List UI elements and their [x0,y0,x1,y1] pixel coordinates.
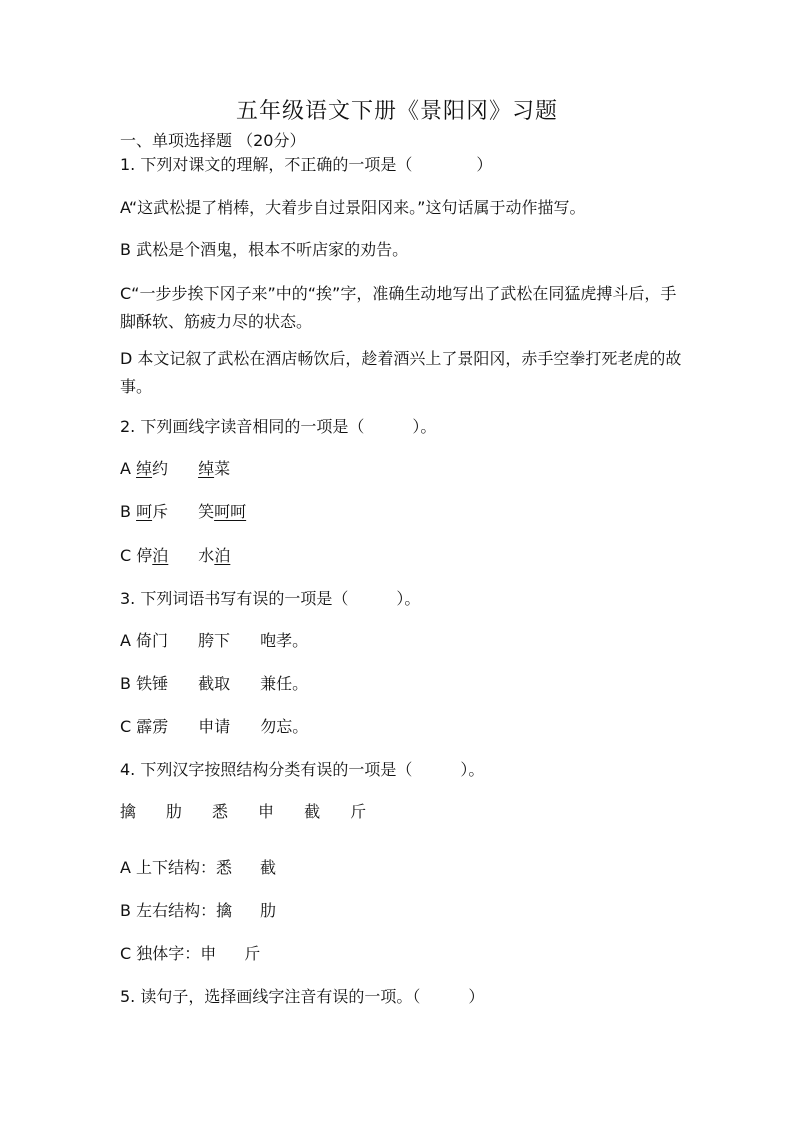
word-1-prefix: 停 [136,546,153,565]
question-1-option-a: A“这武松提了梢棒，大着步自过景阳冈来。”这句话属于动作描写。 [120,198,586,217]
word-1-underlined: 呵 [136,502,153,521]
word-2-underlined: 呵呵 [214,502,247,521]
question-3-option-a [120,628,308,654]
option-text: C 独体字：申 [120,944,217,963]
section-heading: 一、单项选择题 （20分） [120,131,306,150]
word: 胯下 [198,631,231,650]
word-2-underlined: 绰 [198,459,215,478]
character: 擒 [120,802,137,821]
question-2-option-a [120,456,230,482]
word-2-prefix: 水 [198,546,215,565]
question-5-stem: 5. 读句子，选择画线字注音有误的一项。（ ） [120,987,485,1006]
option-text: A 上下结构：悉 [120,858,233,877]
page-title: 五年级语文下册《景阳冈》习题 [235,99,558,124]
word: 兼任。 [260,674,309,693]
character: 斤 [350,802,367,821]
word: A 倚门 [120,631,169,650]
option-text: B 左右结构：擒 [120,901,233,920]
word: B 铁锤 [120,674,169,693]
word: 申请 [198,717,231,736]
word-2-suffix: 菜 [214,459,231,478]
word-1-suffix: 斥 [152,502,169,521]
question-1-option-d: D 本文记叙了武松在酒店畅饮后，趁着酒兴上了景阳冈，赤手空拳打死老虎的故事。 [120,349,682,396]
character: 申 [258,802,275,821]
word-1-suffix: 约 [152,459,169,478]
character: 截 [260,858,277,877]
question-1-stem: 1. 下列对课文的理解，不正确的一项是（ ） [120,155,493,174]
character: 悉 [212,802,229,821]
character: 斤 [244,944,261,963]
word-1-underlined: 泊 [152,546,169,565]
word: 截取 [198,674,231,693]
question-3-stem: 3. 下列词语书写有误的一项是（ ）。 [120,589,421,608]
word-1-underlined: 绰 [136,459,153,478]
question-3-option-c [120,714,308,740]
word: 咆孝。 [260,631,309,650]
character: 截 [304,802,321,821]
question-2-stem: 2. 下列画线字读音相同的一项是（ ）。 [120,417,437,436]
word-2-prefix: 笑 [198,502,215,521]
word-2-underlined: 泊 [214,546,231,565]
question-2-option-c [120,543,230,569]
option-label: B [120,502,137,521]
word: 勿忘。 [260,717,309,736]
option-label: A [120,459,137,478]
question-1-option-c: C“一步步挨下冈子来”中的“挨”字，准确生动地写出了武松在同猛虎搏斗后，手脚酥软、筋疲力尽的状态。 [120,284,677,331]
question-4-characters [120,799,366,825]
option-label: C [120,546,137,565]
character: 肋 [166,802,183,821]
question-2-option-b [120,499,246,525]
word: C 霹雳 [120,717,169,736]
question-1-option-b: B 武松是个酒鬼，根本不听店家的劝告。 [120,240,409,259]
question-3-option-b [120,671,308,697]
character: 肋 [260,901,277,920]
question-4-stem: 4. 下列汉字按照结构分类有误的一项是（ ）。 [120,760,485,779]
question-4-option-c [120,941,260,967]
question-4-option-b [120,898,276,924]
question-4-option-a [120,855,276,881]
